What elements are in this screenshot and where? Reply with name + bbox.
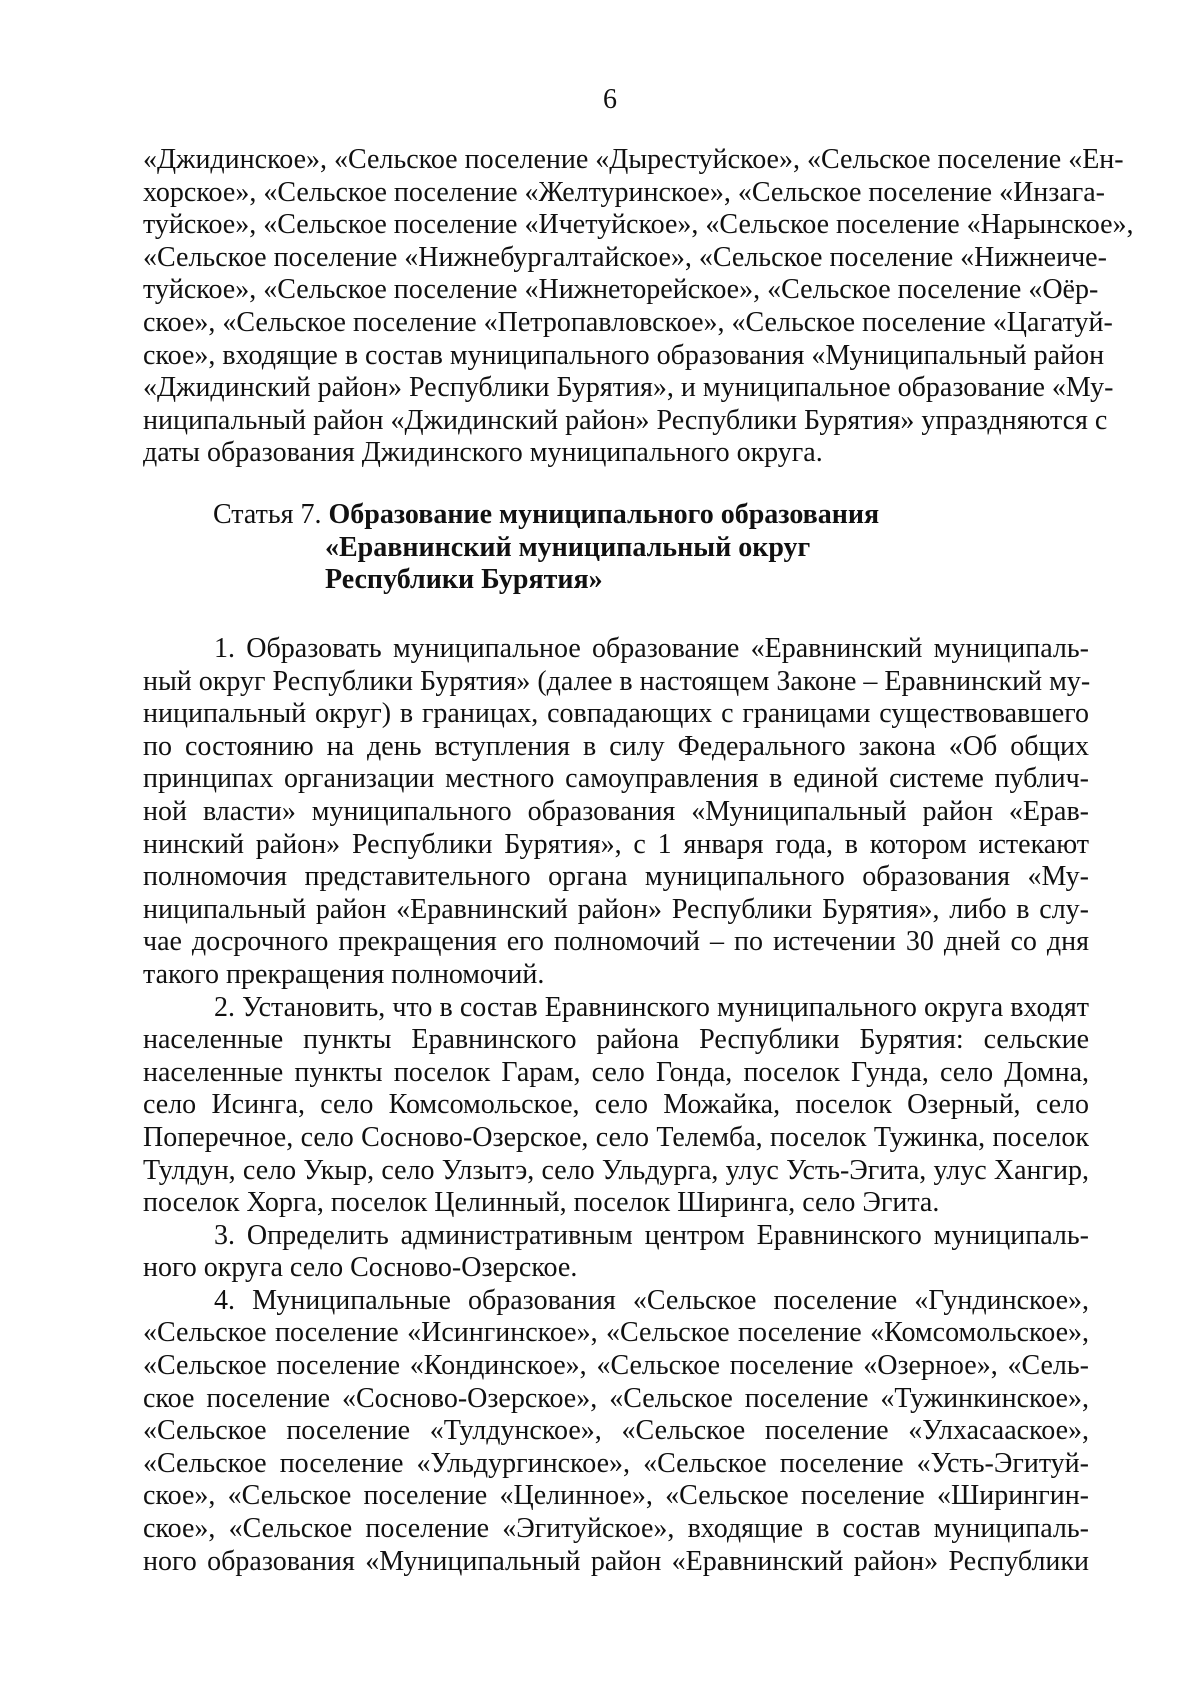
- text-line: «Сельское поселение «Кондинское», «Сельское поселение «Озерное», «Сель-: [143, 1350, 1089, 1382]
- text-line: 4. Муниципальные образования «Сельское поселение «Гундинское»,: [214, 1284, 1089, 1316]
- text-line: чае досрочного прекращения его полномочий – по истечении 30 дней со дня: [143, 926, 1089, 958]
- article-heading-line: [213, 499, 1113, 532]
- paragraph-continuation: [143, 144, 1134, 470]
- text-line: Поперечное, село Сосново-Озерское, село Телемба, поселок Тужинка, поселок: [143, 1121, 1089, 1153]
- article-title-line: «Еравнинский муниципальный округ: [325, 531, 811, 563]
- text-line: ниципальный район «Джидинский район» Республики Бурятия» упраздняются с: [143, 404, 1108, 436]
- text-line: такого прекращения полномочий.: [143, 958, 545, 990]
- text-line: по состоянию на день вступления в силу Федерального закона «Об общих: [143, 730, 1089, 762]
- text-line: ское», «Сельское поселение «Целинное», «Сельское поселение «Ширингин-: [143, 1480, 1089, 1512]
- text-line: принципах организации местного самоуправления в единой системе публич-: [143, 763, 1089, 795]
- text-line: ниципальный район «Еравнинский район» Республики Бурятия», либо в слу-: [143, 893, 1089, 925]
- text-line: ного образования «Муниципальный район «Еравнинский район» Республики: [143, 1545, 1089, 1577]
- text-line: село Исинга, село Комсомольское, село Можайка, поселок Озерный, село: [143, 1089, 1089, 1121]
- text-line: туйское», «Сельское поселение «Нижнеторейское», «Сельское поселение «Оёр-: [143, 274, 1099, 306]
- text-line: 1. Образовать муниципальное образование «Еравнинский муниципаль-: [214, 633, 1089, 664]
- text-line: ское», «Сельское поселение «Петропавловское», «Сельское поселение «Цагатуй-: [143, 306, 1113, 338]
- text-line: 2. Установить, что в состав Еравнинского муниципального округа входят: [214, 991, 1089, 1023]
- article-heading: [213, 499, 1113, 597]
- text-line: «Сельское поселение «Тулдунское», «Сельское поселение «Улхасааское»,: [143, 1415, 1089, 1447]
- text-line: поселок Хорга, поселок Целинный, поселок Ширинга, село Эгита.: [143, 1187, 940, 1219]
- text-line: ный округ Республики Бурятия» (далее в настоящем Законе – Еравнинский му-: [143, 665, 1091, 697]
- text-line: «Сельское поселение «Исингинское», «Сельское поселение «Комсомольское»,: [143, 1317, 1089, 1349]
- text-line: «Джидинский район» Республики Бурятия», и муниципальное образование «Му-: [143, 372, 1114, 404]
- text-line: нинский район» Республики Бурятия», с 1 января года, в котором истекают: [143, 828, 1089, 860]
- text-line: даты образования Джидинского муниципального округа.: [143, 437, 823, 469]
- text-line: туйское», «Сельское поселение «Ичетуйское», «Сельское поселение «Нарынское»,: [143, 209, 1134, 241]
- text-line: ного округа село Сосново-Озерское.: [143, 1252, 578, 1284]
- text-line: хорское», «Сельское поселение «Желтуринское», «Сельское поселение «Инзага-: [143, 176, 1106, 208]
- text-line: ниципальный округ) в границах, совпадающих с границами существовавшего: [143, 698, 1089, 730]
- text-line: ское», «Сельское поселение «Эгитуйское», входящие в состав муниципаль-: [143, 1513, 1089, 1545]
- article-title-line: Республики Бурятия»: [325, 564, 603, 596]
- article-prefix: Статья 7.: [213, 499, 322, 530]
- text-line: ское», входящие в состав муниципального образования «Муниципальный район: [143, 339, 1105, 371]
- text-line: ское поселение «Сосново-Озерское», «Сельское поселение «Тужинкинское»,: [143, 1382, 1089, 1414]
- text-line: полномочия представительного органа муниципального образования «Му-: [143, 861, 1089, 893]
- text-line: Тулдун, село Укыр, село Улзытэ, село Ульдурга, улус Усть-Эгита, улус Хангир,: [143, 1154, 1089, 1186]
- text-line: «Сельское поселение «Нижнебургалтайское», «Сельское поселение «Нижнеиче-: [143, 241, 1107, 273]
- page-number: 6: [603, 84, 617, 115]
- text-line: населенные пункты поселок Гарам, село Гонда, поселок Гунда, село Домна,: [143, 1056, 1089, 1088]
- article-title: Образование муниципального образования: [328, 499, 880, 530]
- text-line: «Сельское поселение «Ульдургинское», «Сельское поселение «Усть-Эгитуй-: [143, 1447, 1089, 1479]
- text-line: ной власти» муниципального образования «Муниципальный район «Ерав-: [143, 795, 1089, 827]
- article-body: [143, 633, 1089, 1578]
- text-line: 3. Определить административным центром Еравнинского муниципаль-: [214, 1219, 1089, 1251]
- text-line: населенные пункты Еравнинского района Республики Бурятия: сельские: [143, 1024, 1089, 1056]
- text-line: «Джидинское», «Сельское поселение «Дырестуйское», «Сельское поселение «Ен-: [143, 144, 1124, 175]
